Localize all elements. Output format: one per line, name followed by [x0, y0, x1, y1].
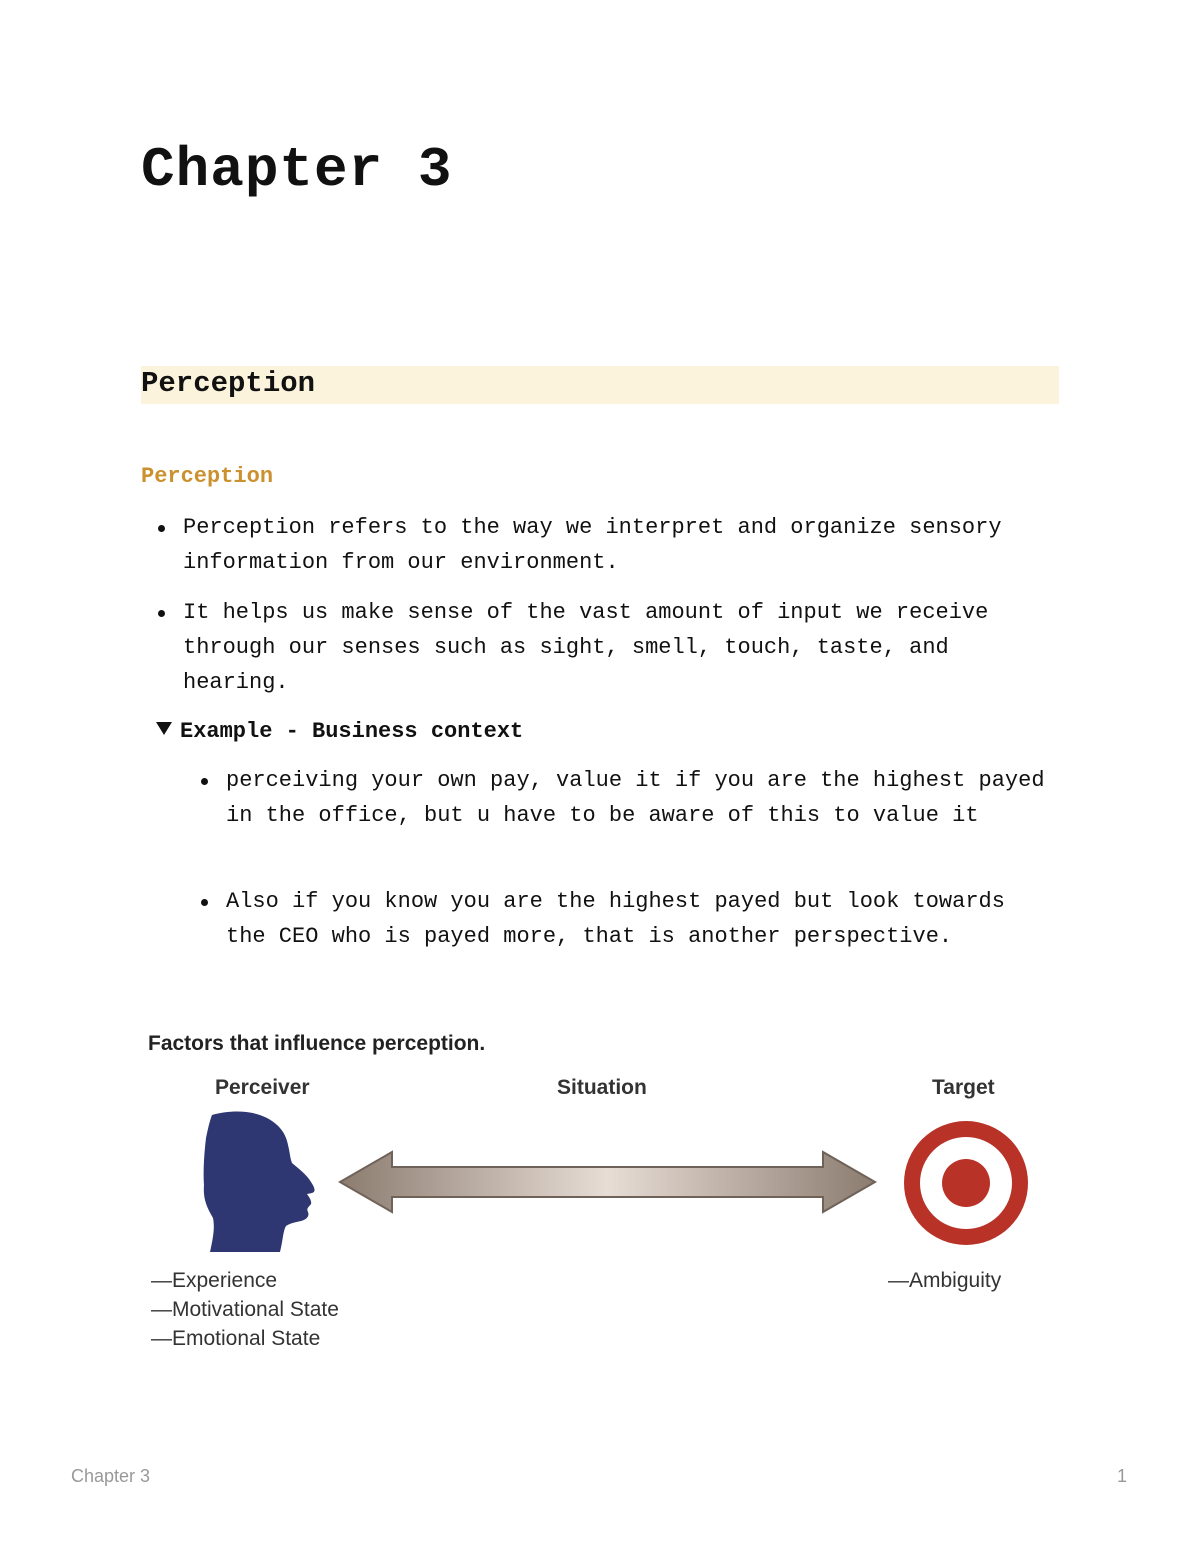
target-factor: —Ambiguity	[888, 1269, 1002, 1292]
subheading: Perception	[141, 464, 274, 489]
bullet-dot	[201, 899, 208, 906]
bullet-dot	[158, 610, 165, 617]
toggle-block[interactable]	[156, 716, 523, 748]
perceiver-factor: —Emotional State	[151, 1327, 321, 1350]
bullet-dot	[158, 525, 165, 532]
perceiver-factor: —Motivational State	[151, 1298, 339, 1321]
footer-title: Chapter 3	[71, 1466, 151, 1486]
perceiver-head-icon	[204, 1112, 315, 1252]
situation-label: Situation	[557, 1076, 647, 1099]
bullet-text: perceiving your own pay, value it if you are the highest payed in the office, but u have to be aware of this to value it	[226, 768, 1045, 828]
toggle-bullet-item	[226, 763, 1056, 833]
toggle-label: Example - Business context	[180, 719, 524, 744]
bullet-dot	[201, 778, 208, 785]
situation-arrow-icon	[340, 1152, 875, 1212]
perception-diagram	[140, 1100, 1060, 1260]
target-label: Target	[932, 1076, 995, 1099]
bullet-item	[183, 510, 1003, 580]
toggle-bullet-item	[226, 884, 1006, 954]
page-number: 1	[1117, 1466, 1128, 1486]
bullet-item	[183, 595, 1063, 700]
perceiver-factor: —Experience	[151, 1269, 278, 1292]
section-heading: Perception	[141, 367, 316, 400]
figure-title: Factors that influence perception.	[148, 1032, 486, 1055]
bullet-text: Also if you know you are the highest payed but look towards the CEO who is payed more, that is another perspective.	[226, 889, 1005, 949]
bullet-text: Perception refers to the way we interpret and organize sensory information from our environment.	[183, 515, 1002, 575]
chapter-title: Chapter 3	[141, 138, 453, 202]
bullet-text: It helps us make sense of the vast amount of input we receive through our senses such as sight, smell, touch, taste, and hearing.	[183, 600, 989, 695]
target-bullseye	[942, 1159, 990, 1207]
perceiver-label: Perceiver	[215, 1076, 310, 1099]
toggle-triangle-icon[interactable]	[156, 722, 172, 735]
